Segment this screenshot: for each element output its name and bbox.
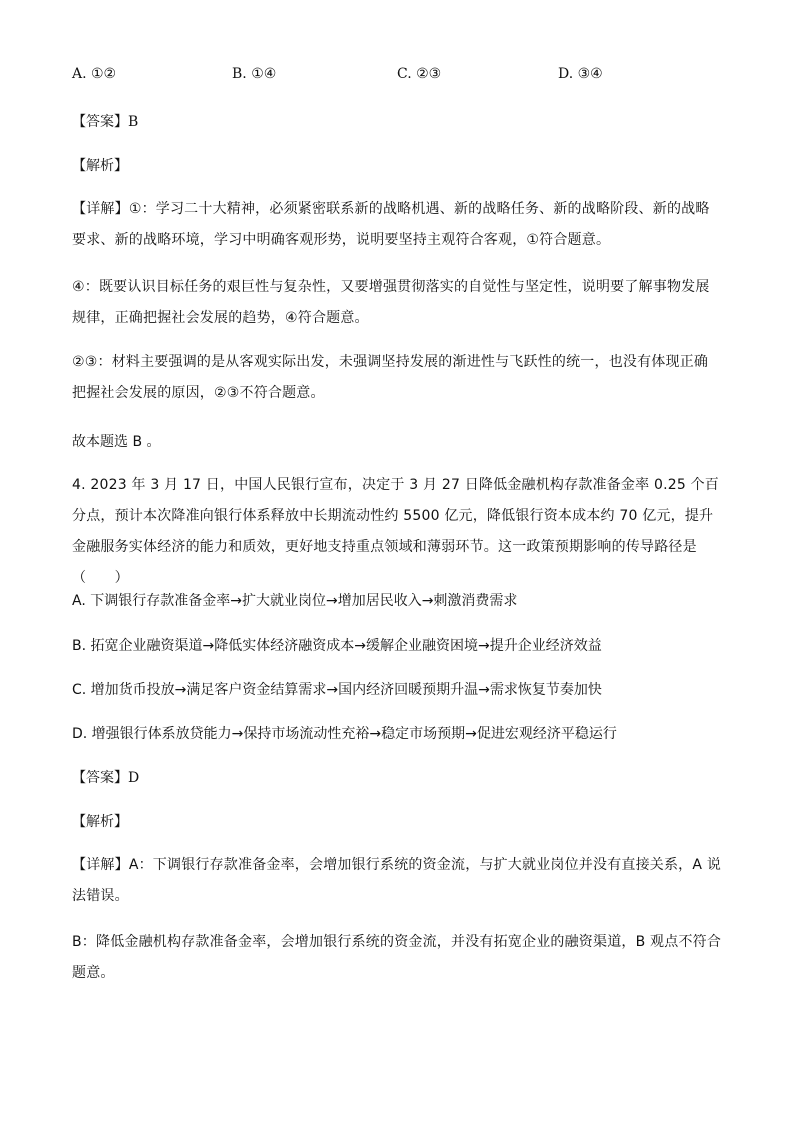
q3-detail-p3: ②③：材料主要强调的是从客观实际出发，未强调坚持发展的渐进性与飞跃性的统一，也没有体现正确把握社会发展的原因，②③不符合题意。 [72, 354, 709, 401]
answer-label: 【答案】 [72, 114, 128, 130]
q4-option-a: A. 下调银行存款准备金率→扩大就业岗位→增加居民收入→刺激消费需求 [72, 593, 518, 609]
q3-analysis-label: 【解析】 [72, 158, 128, 174]
q3-conclusion: 故本题选 B 。 [72, 434, 161, 450]
q4-option-d: D. 增强银行体系放贷能力→保持市场流动性充裕→稳定市场预期→促进宏观经济平稳运行 [72, 726, 617, 742]
detail-text: A：下调银行存款准备金率，会增加银行系统的资金流，与扩大就业岗位并没有直接关系，A 说法错误。 [72, 857, 722, 904]
answer-label: 【答案】 [72, 770, 128, 786]
q4-detail-p1 [72, 850, 722, 912]
q3-option-b: B. ①④ [232, 66, 277, 82]
q3-option-c: C. ②③ [397, 66, 442, 82]
q3-detail-p1 [72, 194, 722, 256]
detail-label: 【详解】 [72, 201, 129, 217]
q3-answer [72, 112, 138, 132]
q4-option-c: C. 增加货币投放→满足客户资金结算需求→国内经济回暖预期升温→需求恢复节奏加快 [72, 682, 602, 698]
detail-label: 【详解】 [72, 857, 129, 873]
q4-answer [72, 768, 139, 788]
q3-option-a: A. ①② [72, 66, 117, 82]
answer-value: B [128, 114, 139, 130]
q4-stem: 4. 2023 年 3 月 17 日，中国人民银行宣布，决定于 3 月 27 日降低金融机构存款准备金率 0.25 个百分点，预计本次降准向银行体系释放中长期流动性约 5500 亿元，降低银行资本成本约 70 亿元，提升金融服务实体经济的能力和质效，更好地支持重点领域和薄弱环节。这一政策预期影响的传导路径是（ ） [72, 477, 720, 586]
q4-detail-p2: B：降低金融机构存款准备金率，会增加银行系统的资金流，并没有拓宽企业的融资渠道，B 观点不符合题意。 [72, 934, 722, 981]
q3-option-d: D. ③④ [558, 66, 603, 82]
q3-detail-p2: ④：既要认识目标任务的艰巨性与复杂性，又要增强贯彻落实的自觉性与坚定性，说明要了解事物发展规律，正确把握社会发展的趋势，④符合题意。 [72, 279, 710, 326]
detail-text: ①：学习二十大精神，必须紧密联系新的战略机遇、新的战略任务、新的战略阶段、新的战略要求、新的战略环境，学习中明确客观形势，说明要坚持主观符合客观，①符合题意。 [72, 201, 710, 248]
q4-analysis-label: 【解析】 [72, 814, 128, 830]
answer-value: D [128, 770, 140, 786]
q3-options [72, 62, 722, 90]
q4-option-b: B. 拓宽企业融资渠道→降低实体经济融资成本→缓解企业融资困境→提升企业经济效益 [72, 638, 602, 654]
